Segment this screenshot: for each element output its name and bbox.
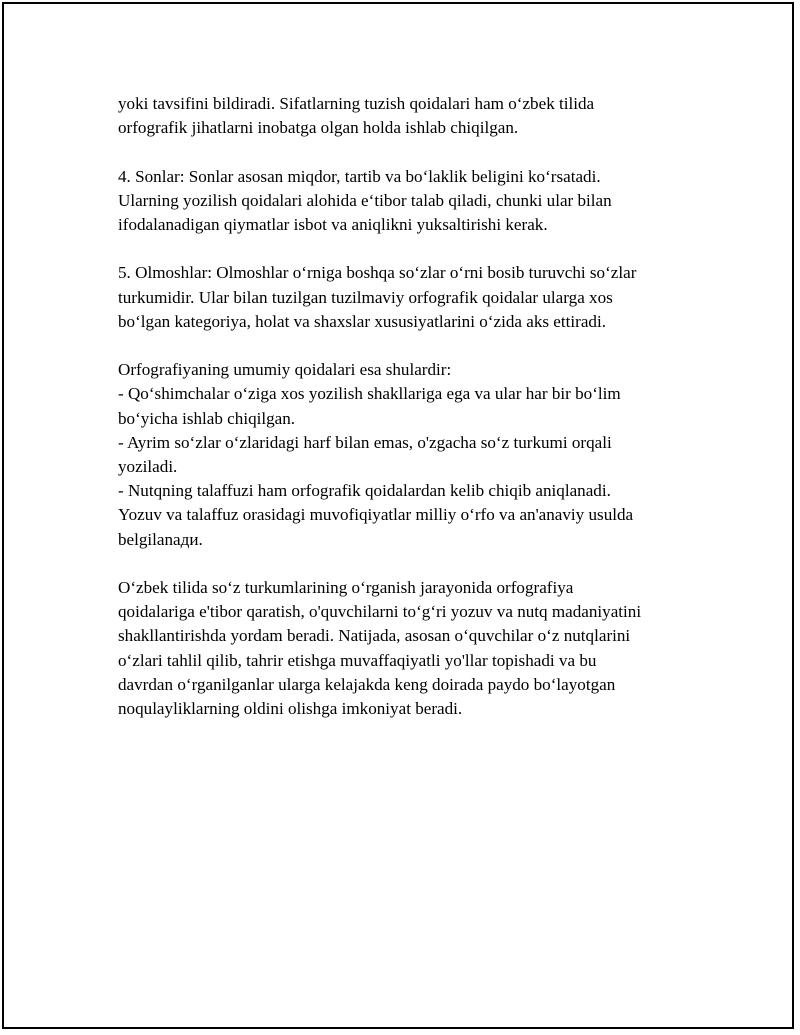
text-line: shakllantirishda yordam beradi. Natijada, asosan oʻquvchilar oʻz nutqlarini [118,626,631,646]
text-line: turkumidir. Ular bilan tuzilgan tuzilmaviy orfografik qoidalar ularga xos [118,287,613,307]
text-line: noqulayliklarning oldini olishga imkoniyat beradi. [118,699,463,719]
text-line: boʻlgan kategoriya, holat va shaxslar xususiyatlarini oʻzida aks ettiradi. [118,311,606,331]
document-body [118,92,718,721]
paragraph-pronouns [118,261,718,334]
list-item-line: - Nutqning talaffuzi ham orfografik qoidalardan kelib chiqib aniqlanadi. [118,481,611,501]
list-item-line: - Qoʻshimchalar oʻziga xos yozilish shakllariga ega va ular har bir boʻlim [118,384,621,404]
text-line: Yozuv va talaffuz orasidagi muvofiqiyatlar milliy oʻrfo va an'anaviy usulda [118,505,634,525]
text-line: 5. Olmoshlar: Olmoshlar oʻrniga boshqa soʻzlar oʻrni bosib turuvchi soʻzlar [118,263,637,283]
text-line: Orfografiyaning umumiy qoidalari esa shulardir: [118,360,452,380]
text-line: davrdan oʻrganilganlar ularga kelajakda keng doirada paydo boʻlayotgan [118,674,616,694]
text-line: orfografik jihatlarni inobatga olgan holda ishlab chiqilgan. [118,118,519,138]
paragraph-general-rules [118,358,718,552]
text-line: boʻyicha ishlab chiqilgan. [118,408,296,428]
paragraph-gap [118,552,718,576]
paragraph-adjectives [118,92,718,140]
text-line: qoidalariga e'tibor qaratish, o'quvchilarni toʻgʻri yozuv va nutq madaniyatini [118,602,642,622]
text-line: Oʻzbek tilida soʻz turkumlarining oʻrganish jarayonida orfografiya [118,578,574,597]
paragraph-gap [118,140,718,164]
list-item-line: - Ayrim soʻzlar oʻzlaridagi harf bilan emas, o'zgacha soʻz turkumi orqali [118,432,612,452]
text-line: ifodalanadigan qiymatlar isbot va aniqlikni yuksaltirishi kerak. [118,215,548,234]
paragraph-gap [118,237,718,261]
text-line: Ularning yozilish qoidalari alohida eʻtibor talab qiladi, chunki ular bilan [118,190,612,210]
text-line: yoziladi. [118,457,178,476]
paragraph-conclusion [118,576,718,721]
text-line: oʻzlari tahlil qilib, tahrir etishga muvaffaqiyatli yo'llar topishadi va bu [118,650,597,670]
text-line: 4. Sonlar: Sonlar asosan miqdor, tartib va boʻlaklik beligini koʻrsatadi. [118,166,601,186]
text-line: yoki tavsifini bildiradi. Sifatlarning tuzish qoidalari ham oʻzbek tilida [118,94,595,113]
paragraph-gap [118,334,718,358]
text-line: belgilanади. [118,529,203,549]
paragraph-numerals [118,165,718,238]
